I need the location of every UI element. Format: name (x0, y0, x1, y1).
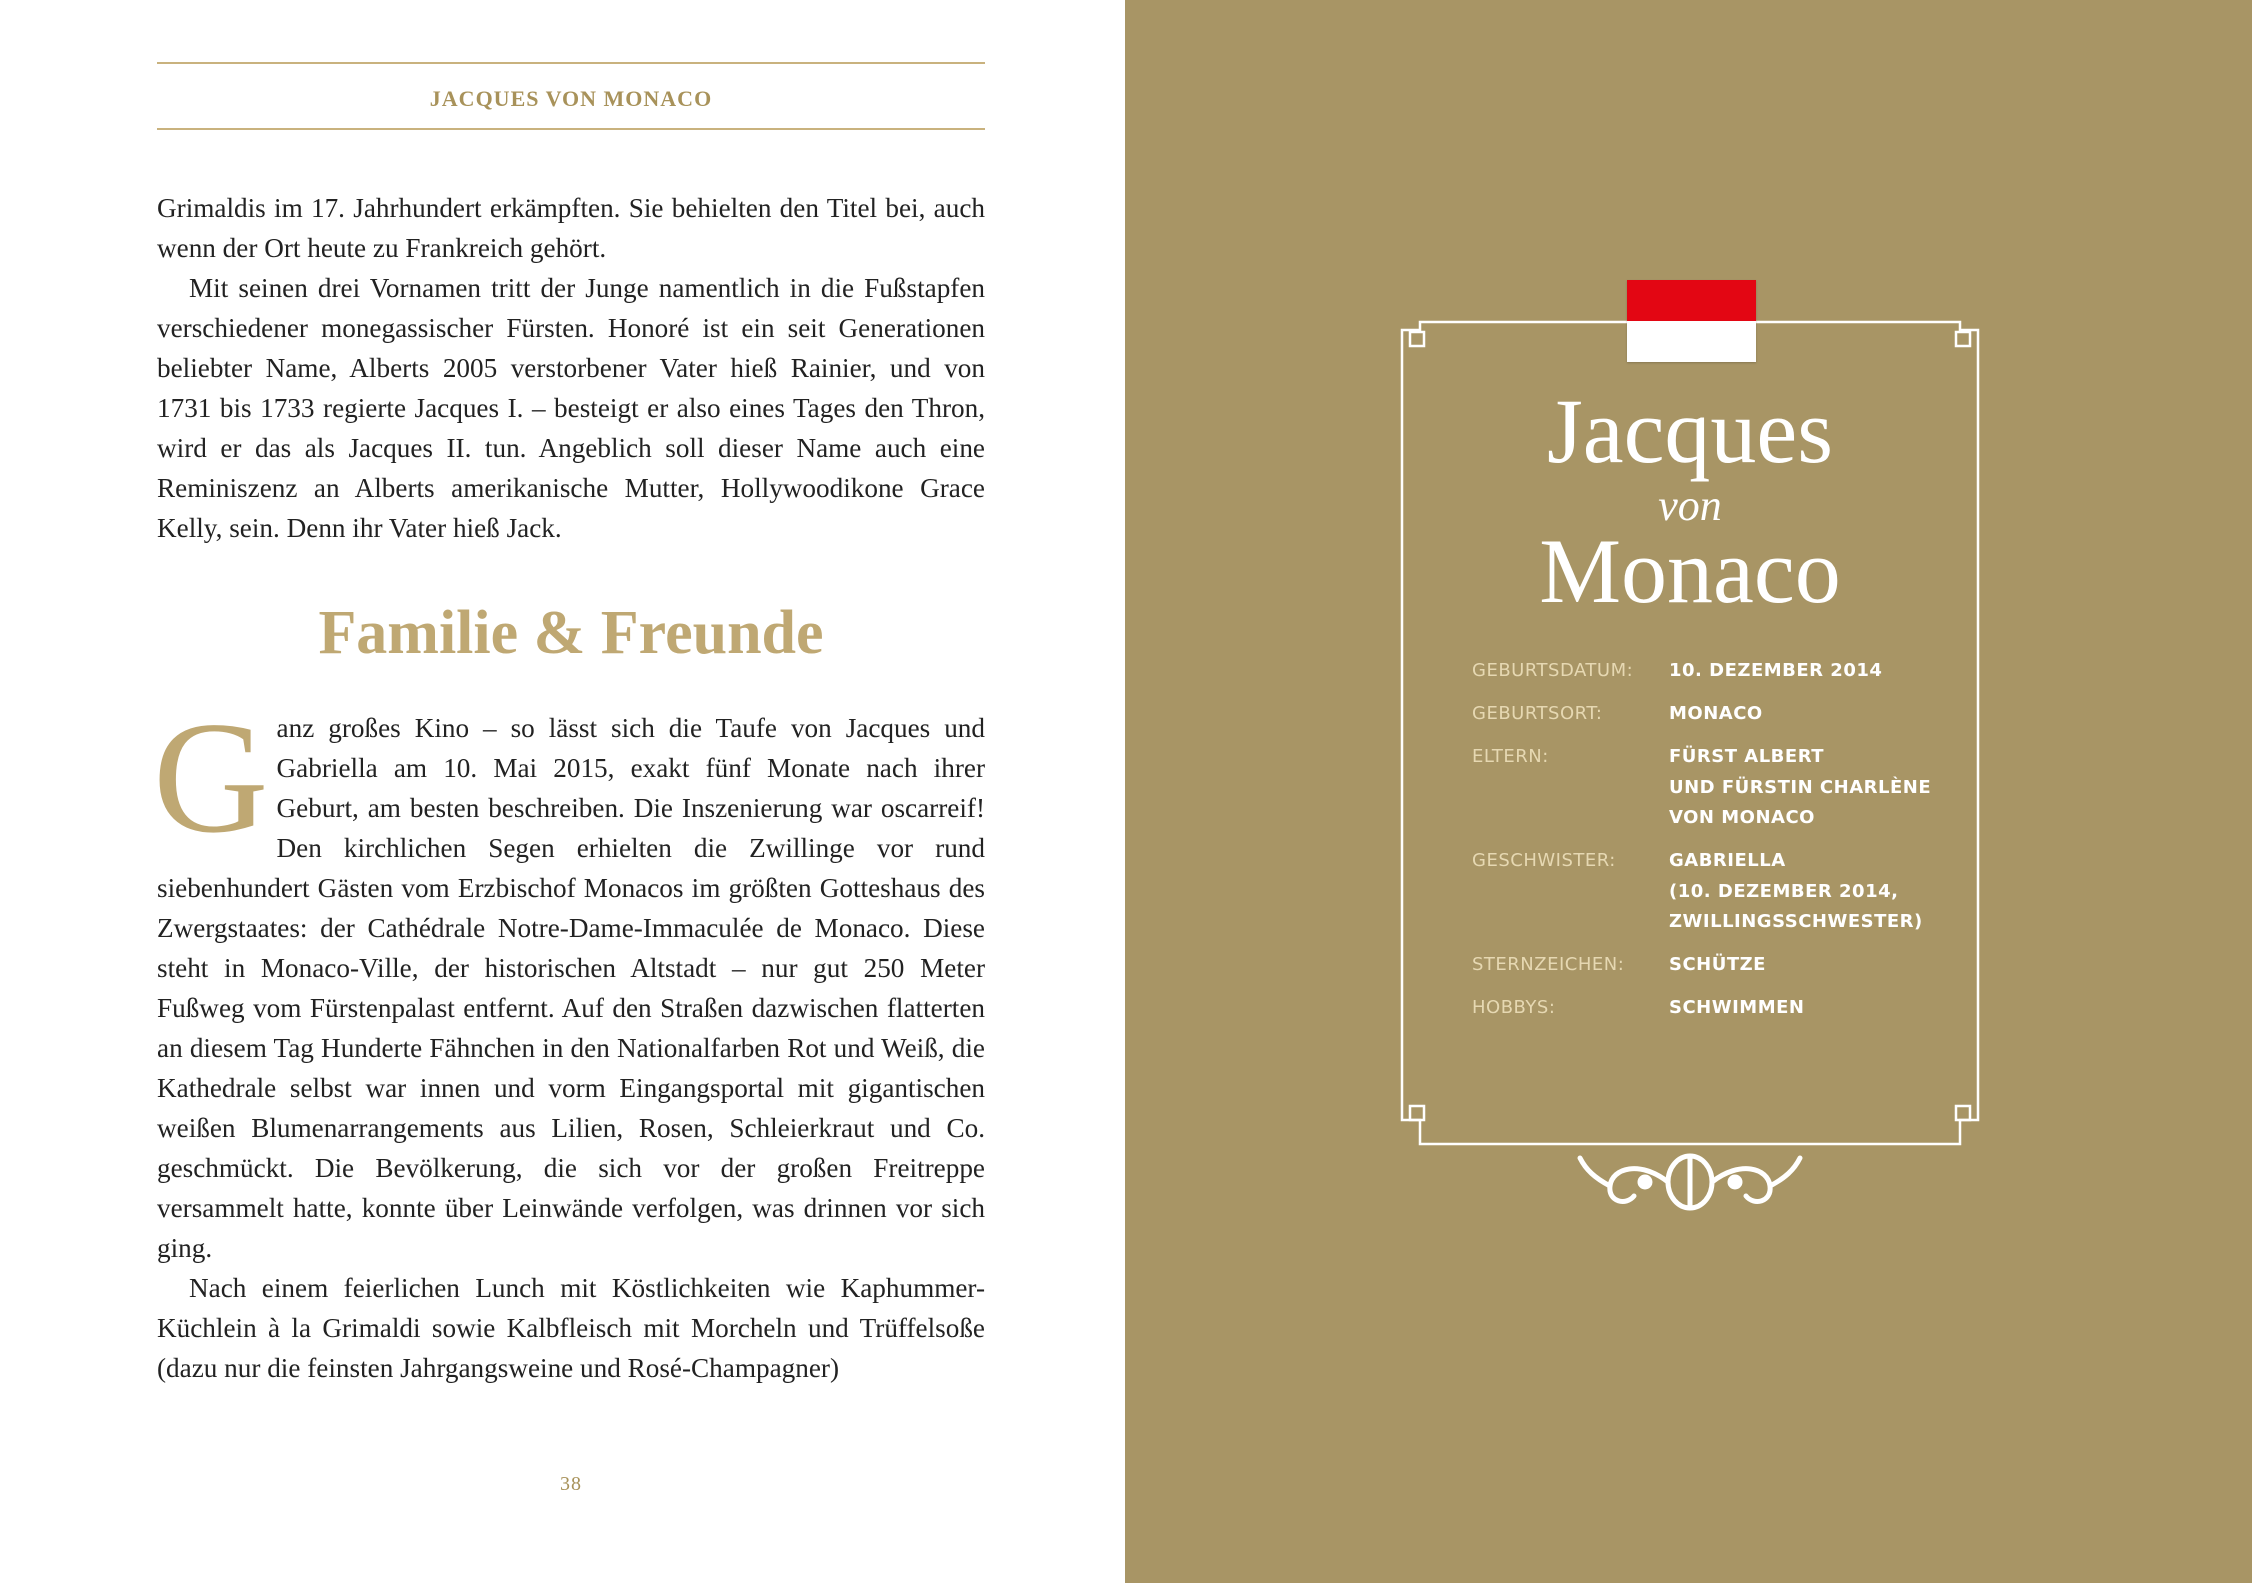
fact-parents (1472, 742, 1931, 834)
fact-value (1669, 950, 1766, 981)
profile-facts (1472, 656, 1931, 1036)
fact-zodiac (1472, 950, 1931, 981)
fact-value (1669, 699, 1763, 730)
fact-value-line: 10. DEZEMBER 2014 (1669, 660, 1883, 681)
fact-label: HOBBYS: (1472, 997, 1556, 1018)
fact-value-line: (10. DEZEMBER 2014, (1669, 880, 1899, 902)
frame-corner-br (1956, 1106, 1970, 1120)
monaco-flag (1627, 280, 1756, 362)
fact-value-line: SCHÜTZE (1669, 954, 1766, 975)
paragraph-1: Grimaldis im 17. Jahrhundert erkämpften. Sie behielten den Titel bei, auch wenn der Ort heute zu Frankreich gehört. (157, 193, 985, 263)
fact-value-line: FÜRST ALBERT (1669, 746, 1825, 767)
paragraph-2: Mit seinen drei Vornamen tritt der Junge namentlich in die Fußstapfen verschiedener monegassischer Fürsten. Honoré ist ein seit Generationen beliebter Name, Alberts 2005 verstorbener Vater hieß Rainier, und von 1731 bis 1733 regierte Jacques I. – besteigt er also eines Tages den Thron, wird er das als Jacques II. tun. Angeblich soll dieser Name auch eine Reminiszenz an Alberts amerikanische Mutter, Hollywoodikone Grace Kelly, sein. Denn ihr Vater hieß Jack. (157, 273, 985, 543)
fact-value (1669, 993, 1804, 1024)
profile-title-last: Monaco (1539, 520, 1841, 622)
flag-white-stripe (1627, 321, 1756, 362)
flourish-ornament-icon (1580, 1156, 1800, 1208)
flag-red-stripe (1627, 280, 1756, 321)
header-rule-bottom (157, 128, 985, 130)
section-paragraph-2: Nach einem feierlichen Lunch mit Köstlichkeiten wie Kaphummer-Küchlein à la Grimaldi sowie Kalbfleisch mit Morcheln und Trüffelsoße (dazu nur die feinsten Jahrgangsweine und Rosé-Champagner) (157, 1273, 985, 1383)
fact-value-line: MONACO (1669, 703, 1763, 724)
fact-label: GESCHWISTER: (1472, 850, 1616, 871)
fact-label: GEBURTSORT: (1472, 703, 1603, 724)
fact-value-line: UND FÜRSTIN CHARLÈNE (1669, 776, 1932, 798)
section-paragraph-1 (153, 688, 985, 1268)
fact-value-line: GABRIELLA (1669, 850, 1786, 871)
running-head: JACQUES VON MONACO (429, 86, 713, 111)
body-text-top (157, 188, 985, 548)
fact-value-line: VON MONACO (1669, 807, 1815, 828)
fact-value-line: ZWILLINGSSCHWESTER) (1669, 911, 1923, 932)
fact-value (1669, 656, 1882, 687)
fact-birthdate (1472, 656, 1931, 687)
fact-label: ELTERN: (1472, 746, 1549, 767)
profile-title-von: von (1658, 481, 1722, 530)
fact-siblings (1472, 846, 1931, 938)
section-heading: Familie & Freunde (318, 599, 824, 667)
fact-label: GEBURTSDATUM: (1472, 660, 1634, 681)
fact-value (1669, 846, 1923, 938)
fact-label: STERNZEICHEN: (1472, 954, 1625, 975)
section-paragraph-1-text: anz großes Kino – so lässt sich die Taufe von Jacques und Gabriella am 10. Mai 2015, exakt fünf Monate nach ihrer Geburt, am besten beschreiben. Die Inszenierung war oscarreif! Den kirchlichen Segen erhielten die Zwillinge vor rund siebenhundert Gästen vom Erzbischof Monacos im größten Gotteshaus des Zwergstaates: der Cathédrale Notre-Dame-Immaculée de Monaco. Diese steht in Monaco-Ville, der historischen Altstadt – nur gut 250 Meter Fußweg vom Fürstenpalast entfernt. Auf den Straßen dazwischen flatterten an diesem Tag Hunderte Fähnchen in den Nationalfarben Rot und Weiß, die Kathedrale selbst war innen und vorm Eingangsportal mit gigantischen weißen Blumenarrangements aus Lilien, Rosen, Schleierkraut und Co. geschmückt. Die Bevölkerung, die sich vor der großen Freitreppe versammelt hatte, konnte über Leinwände verfolgen, was drinnen vor sich ging. (157, 713, 985, 1263)
page-number: 38 (560, 1473, 582, 1495)
fact-birthplace (1472, 699, 1931, 730)
fact-hobbies (1472, 993, 1931, 1024)
frame-corner-tr (1956, 332, 1970, 346)
frame-corner-bl (1410, 1106, 1424, 1120)
profile-title-first: Jacques (1546, 380, 1834, 482)
body-text-section (153, 688, 985, 1388)
dropcap-letter: G (153, 688, 269, 866)
frame-corner-tl (1410, 332, 1424, 346)
header-rule-top (157, 62, 985, 64)
fact-value-line: SCHWIMMEN (1669, 997, 1805, 1018)
left-page (0, 0, 1125, 1583)
fact-value (1669, 742, 1931, 834)
